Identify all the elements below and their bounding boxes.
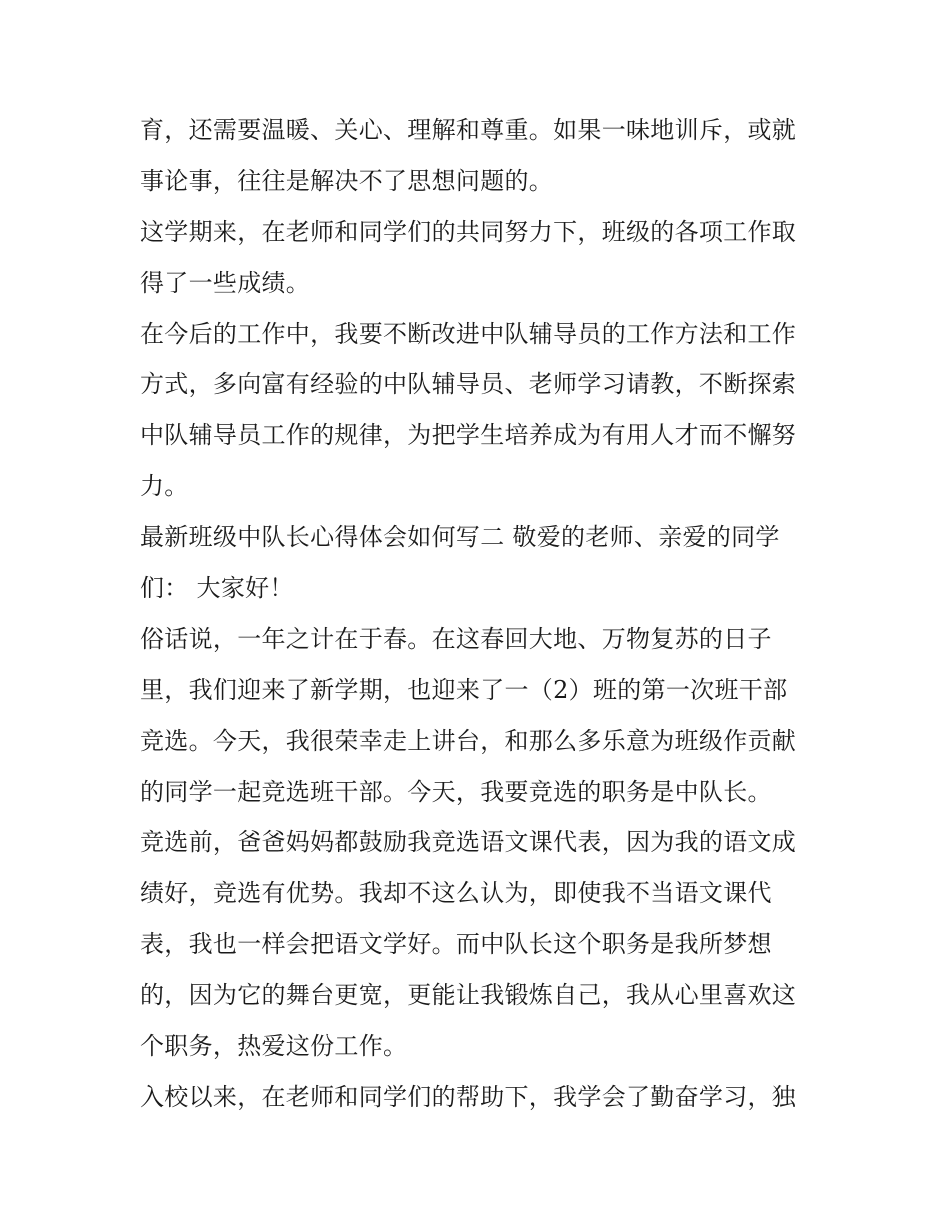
text-line: 在今后的工作中，我要不断改进中队辅导员的工作方法和工作 (140, 319, 797, 348)
text-line: 力。 (140, 472, 189, 501)
text-line: 方式，多向富有经验的中队辅导员、老师学习请教，不断探索 (140, 370, 797, 399)
text-line: 里，我们迎来了新学期，也迎来了一（2）班的第一次班干部 (140, 675, 788, 704)
text-line: 得了一些成绩。 (140, 268, 311, 297)
text-line: 的，因为它的舞台更宽，更能让我锻炼自己，我从心里喜欢这 (140, 981, 797, 1010)
text-line: 中队辅导员工作的规律，为把学生培养成为有用人才而不懈努 (140, 421, 797, 450)
text-line: 最新班级中队长心得体会如何写二 敬爱的老师、亲爱的同学 (140, 523, 780, 552)
text-line: 育，还需要温暖、关心、理解和尊重。如果一味地训斥，或就 (140, 116, 797, 144)
text-line: 绩好，竞选有优势。我却不这么认为，即使我不当语文课代 (140, 879, 772, 908)
text-line: 们： 大家好！ (140, 574, 294, 603)
text-line: 这学期来，在老师和同学们的共同努力下，班级的各项工作取 (140, 217, 797, 246)
text-line: 竞选。今天，我很荣幸走上讲台，和那么多乐意为班级作贡献 (140, 726, 797, 755)
text-line: 入校以来，在老师和同学们的帮助下，我学会了勤奋学习，独 (140, 1082, 797, 1111)
document-body (140, 105, 820, 1123)
text-line: 表，我也一样会把语文学好。而中队长这个职务是我所梦想 (140, 930, 772, 959)
text-line: 俗话说，一年之计在于春。在这春回大地、万物复苏的日子 (140, 624, 772, 653)
text-line: 竞选前，爸爸妈妈都鼓励我竞选语文课代表，因为我的语文成 (140, 828, 797, 857)
text-line: 事论事，往往是解决不了思想问题的。 (140, 166, 554, 195)
text-line: 个职务，热爱这份工作。 (140, 1032, 408, 1061)
text-line: 的同学一起竞选班干部。今天，我要竞选的职务是中队长。 (140, 777, 772, 806)
